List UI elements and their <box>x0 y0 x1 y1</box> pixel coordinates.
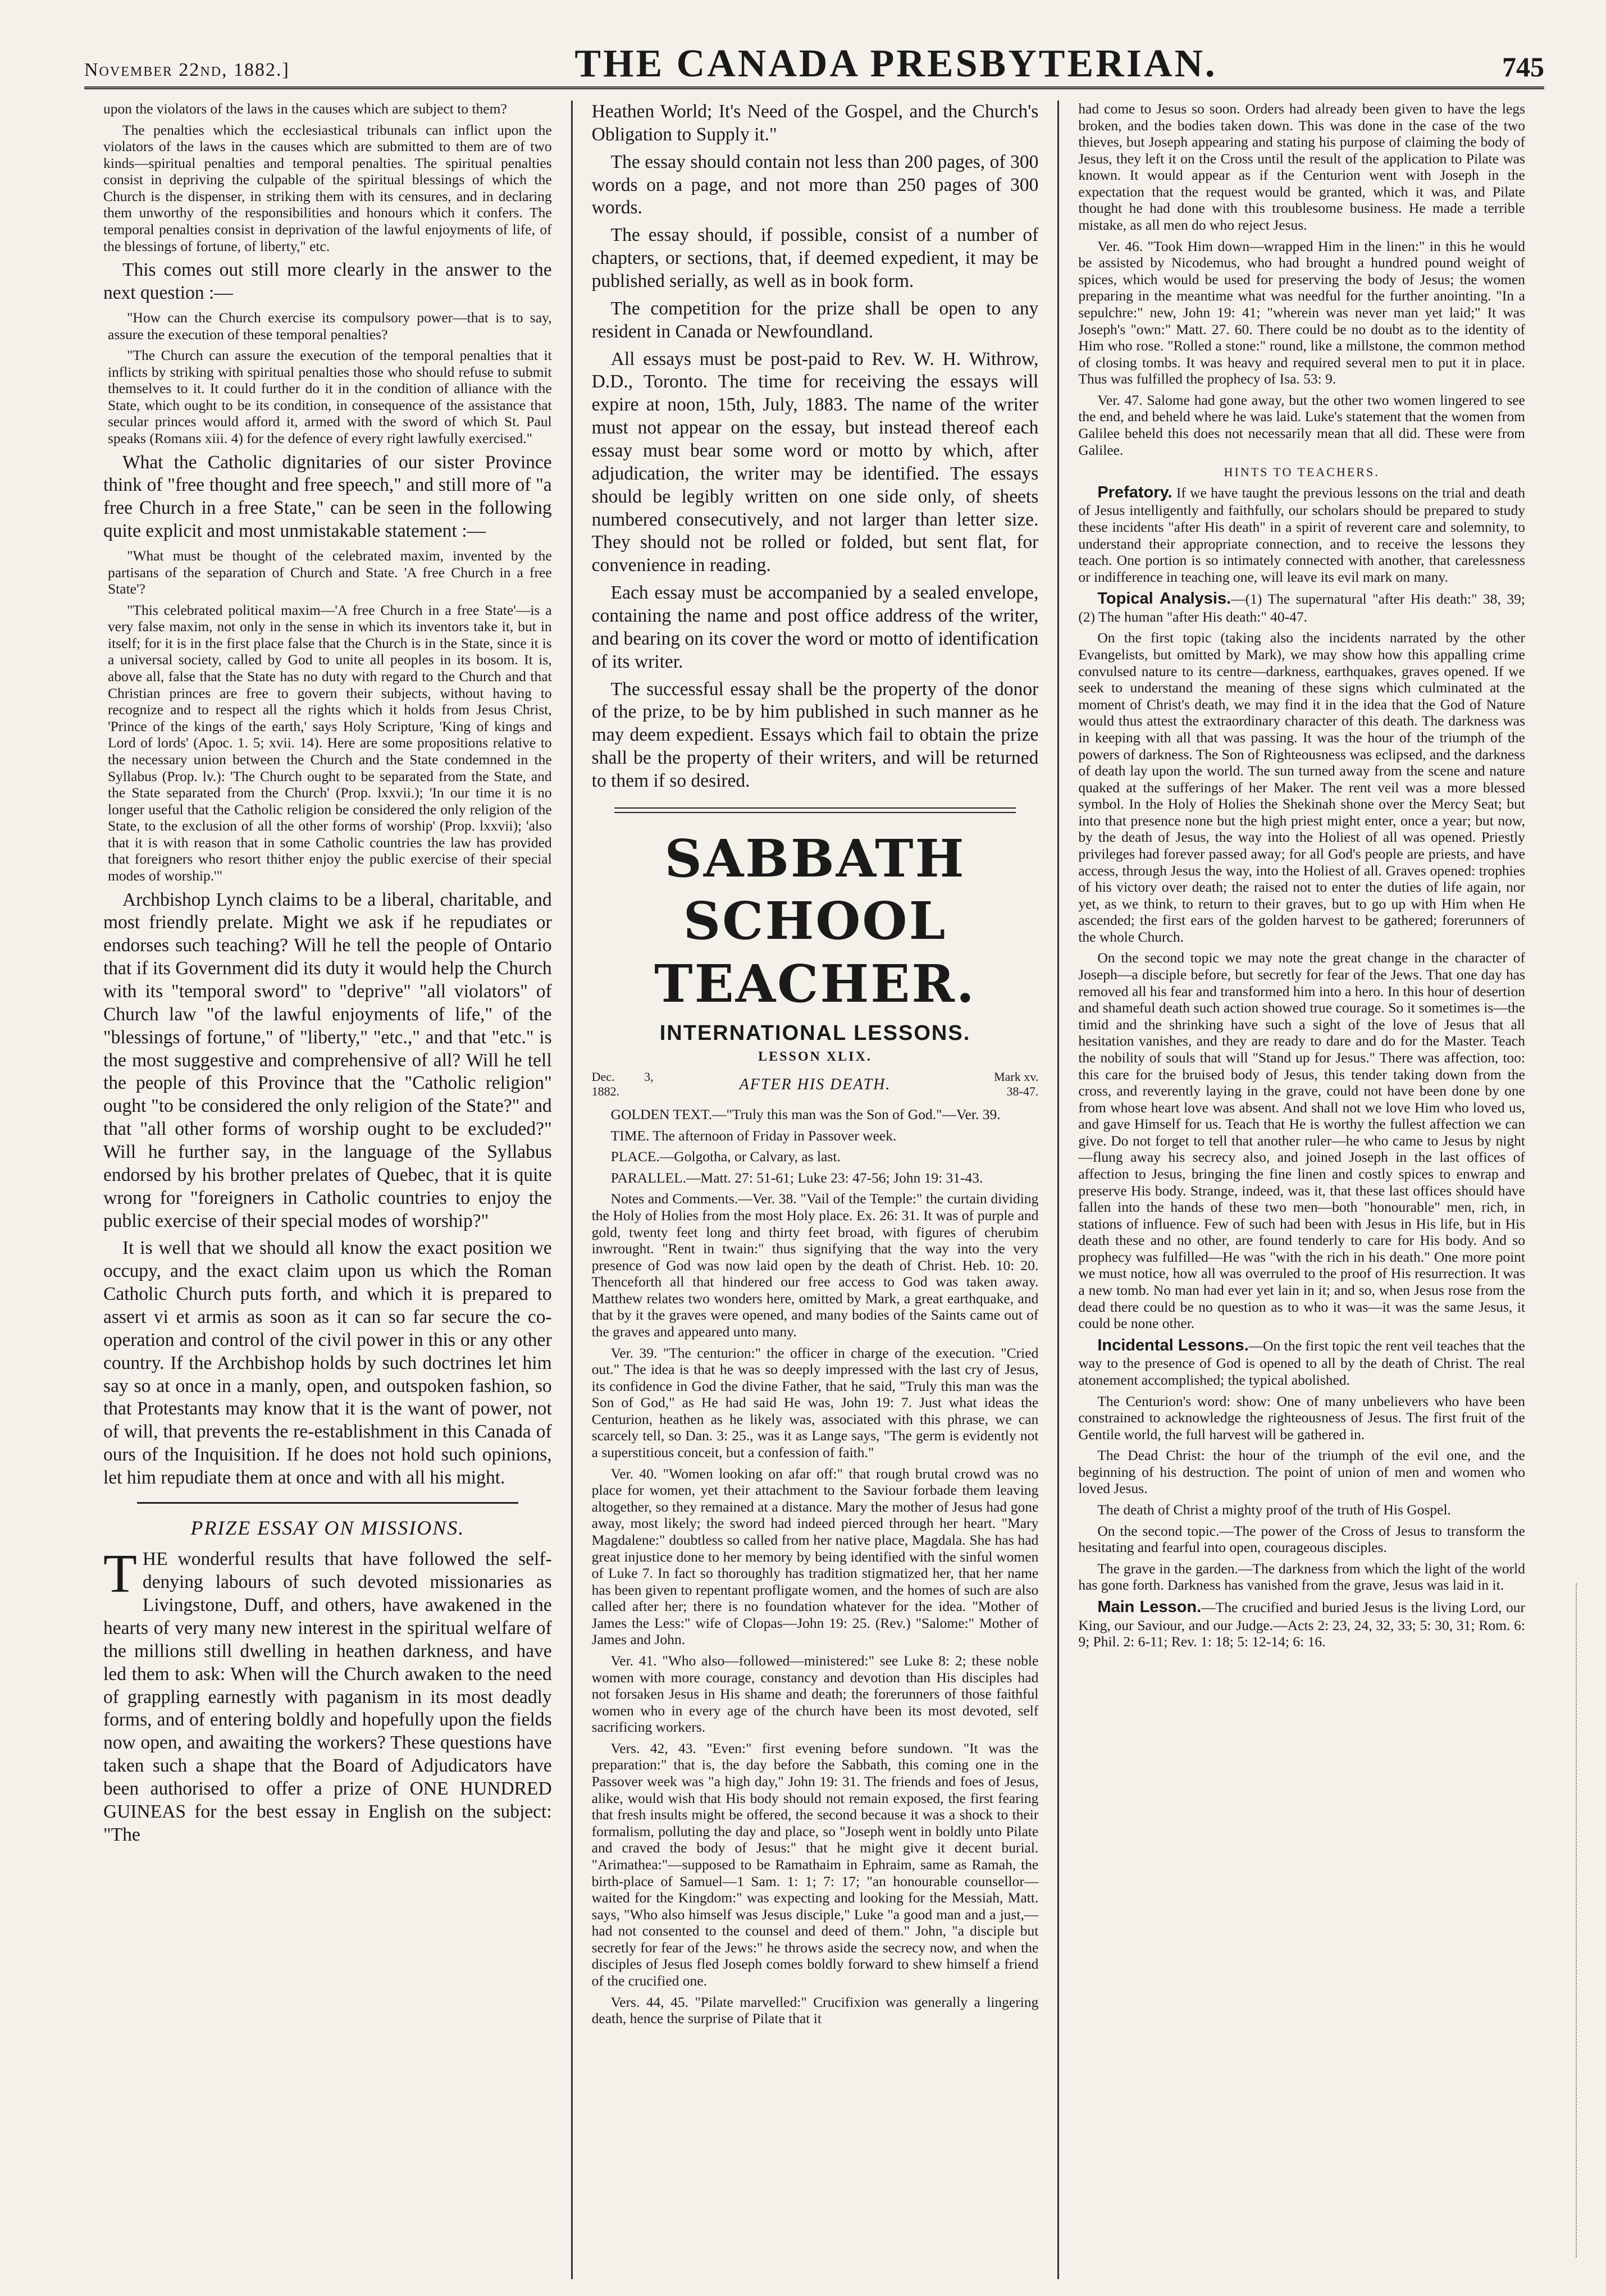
paragraph: All essays must be post-paid to Rev. W. H. Withrow, D.D., Toronto. The time for receiving the essays will expire at noon, 15th, July, 1883. The name of the writer must not appear on the essay, but instead thereof each essay must bear some word or motto by which, after adjudication, the writer may be identified. The essays should be legibly written on one side only, of sheets numbered consecutively, and not larger than letter size. They should not be rolled or folded, but sent flat, for convenience in reading. <box>591 348 1039 576</box>
run-in-heading: Topical Analysis. <box>1097 590 1231 608</box>
lesson-date: Dec. 3, 1882. <box>591 1069 654 1099</box>
lesson-number: LESSON XLIX. <box>758 1049 872 1064</box>
paragraph: On the second topic we may note the great change in the character of Joseph—a disciple before, but secretly for fear of the Jews. That one day has removed all his fear and transformed him into a hero. In this hour of desertion and shameful death such action showed true courage. So it sometimes is—the timid and the shrinking have such a sight of the love of Jesus that all hesitation vanishes, and they are ready to dare and do for the Master. Teach the nobility of souls that will "Stand up for Jesus." There was affection, too: this care for the bruised body of Jesus, this tender taking down from the cross, and reverently laying in the grave, could not have been done by one from whose heart love was absent. And shall not we love Him who loved us, and gave Himself for us. Teach that He is worthy the fullest affection we can give. Do not forget to tell that another ruler—he who came to Jesus by night—flung away his secrecy also, and joined Joseph in the last offices of affection to Jesus, bringing the fine linen and costly spices to enwrap and preserve His body. Strange, indeed, was it, that these last offices should have fallen into the hands of these two men—both "honourable" men, rich, in stations of influence. Few of such had been with Jesus in His life, but in His death these and no other, are found tenderly to care for His body. And so prophecy was fulfilled—He was "with the rich in his death." One more point we must notice, how all was overruled to the proof of His resurrection. It was a new tomb. No man had ever yet lain in it; and so, when Jesus rose from the dead there could be no question as to who it was—it was the same Jesus, it could be none other. <box>1078 950 1525 1332</box>
paragraph: On the second topic.—The power of the Cross of Jesus to transform the hesitating and fearful into open, courageous disciples. <box>1078 1522 1525 1556</box>
binding-edge <box>1576 1583 1587 2257</box>
paragraph: had come to Jesus so soon. Orders had already been given to have the legs broken, and the bodies taken down. This was done in the case of the two thieves, but Joseph appearing and stating his purpose of claiming the body of Jesus, they left it on the Cross until the result of the application to Pilate was known. It would appear as if the Centurion went with Joseph in the expectation that the request would be granted, which it was, and Pilate thought he had done with this troublesome business. He made a terrible mistake, as all men do who reject Jesus. <box>1078 101 1525 234</box>
essay-intro: HE wonderful results that have followed the self-denying labours of such devoted missionaries as Livingstone, Duff, and others, have awakened in the hearts of very many new interest in the spiritual welfare of the millions still dwelling in heathen darkness, and have led them to ask: When will the Church awaken to the need of grappling earnestly with paganism in its most deadly forms, and of entering boldly and hopefully upon the fields now open, and awaiting the workers? These questions have taken such a shape that the Board of Adjudicators have been authorised to offer a prize of ONE HUNDRED GUINEAS for the best essay in English on the subject: "The <box>103 1549 552 1845</box>
column-1 <box>84 101 571 2279</box>
column-2 <box>571 101 1058 2279</box>
run-in-heading: Prefatory. <box>1097 483 1172 501</box>
paragraph: The essay should contain not less than 200 pages, of 300 words on a page, and not more than 250 pages of 300 words. <box>591 151 1039 218</box>
paragraph-text: —On the first topic the rent veil teaches that the way to the presence of God is opened to all by the death of Christ. The real atonement accomplished; the typical abolished. <box>1078 1337 1525 1388</box>
paragraph: It is well that we should all know the exact position we occupy, and the exact claim upon us which the Roman Catholic Church puts forth, and which it is prepared to assert vi et armis as soon as it can so far secure the co-operation and control of the civil power in this or any other country. If the Archbishop holds by such doctrines let him say so at once in a manly, open, and outspoken fashion, so that Protestants may know that it is the want of power, not of will, that prevents the re-establishment in this Canada of ours of the Inquisition. If he does not hold such opinions, let him repudiate them at once and with all his might. <box>103 1238 552 1489</box>
paragraph-text: —(1) The supernatural "after His death:" 38, 39; (2) The human "after His death:" 40-47. <box>1078 591 1525 625</box>
lesson-place: PLACE.—Golgotha, or Calvary, as last. <box>610 1148 841 1165</box>
paragraph-text: —The crucified and buried Jesus is the living Lord, our King, our Saviour, and our Judge.—Acts 2: 23, 24, 32, 33; 5: 30, 31; Rom. 6: 9; Phil. 2: 6-11; Rev. 1: 18; 5: 12-14; 6: 16. <box>1078 1599 1525 1650</box>
scripture-reference: Mark xv. 38-47. <box>994 1069 1039 1099</box>
paragraph: The competition for the prize shall be open to any resident in Canada or Newfoundland. <box>591 298 1039 342</box>
paragraph: This comes out still more clearly in the answer to the next question :— <box>103 259 552 304</box>
lesson-title: AFTER HIS DEATH. <box>739 1075 891 1093</box>
essay-heading: PRIZE ESSAY ON MISSIONS. <box>190 1516 465 1539</box>
paragraph-text: If we have taught the previous lessons on the trial and death of Jesus intelligently and faithfully, our scholars should be prepared to study these incidents "after His death" in a spirit of reverent care and solemnity, to understand their appropriate connection, and to receive the lessons they teach. One portion is so intimately connected with another, that carelessness or indifference in teaching one, will leave its evil mark on many. <box>1078 484 1526 585</box>
section-subheading: INTERNATIONAL LESSONS. <box>659 1021 971 1045</box>
lesson-time: TIME. The afternoon of Friday in Passover week. <box>610 1127 897 1144</box>
column-3 <box>1057 101 1544 2279</box>
paragraph: Each essay must be accompanied by a sealed envelope, containing the name and post office address of the writer, and bearing on its cover the word or motto of identification of its writer. <box>591 582 1039 672</box>
columns <box>84 101 1544 2279</box>
golden-text: GOLDEN TEXT.—"Truly this man was the Son of God."—Ver. 39. <box>610 1106 1001 1123</box>
paragraph: Ver. 41. "Who also—followed—ministered:" see Luke 8: 2; these noble women with more courage, constancy and devotion than His disciples had not forsaken Jesus in His shame and death; the forerunners of those faithful women who in every age of the church have been its most devoted, self sacrificing workers. <box>591 1653 1039 1736</box>
paragraph: What the Catholic dignitaries of our sister Province think of "free thought and free speech," and still more of "a free Church in a free State," can be seen in the following quite explicit and most unmistakable statement :— <box>103 451 552 542</box>
run-in-heading: Incidental Lessons. <box>1097 1336 1249 1354</box>
paragraph: The grave in the garden.—The darkness from which the light of the world has gone forth. Darkness has vanished from the grave, Jesus was laid in it. <box>1078 1560 1525 1594</box>
paragraph <box>1078 1598 1525 1650</box>
paragraph: The Dead Christ: the hour of the triumph of the evil one, and the beginning of his destruction. The point of union of men and women who loved Jesus. <box>1078 1447 1525 1497</box>
paragraph: Ver. 39. "The centurion:" the officer in charge of the execution. "Cried out." The idea is that he was so deeply impressed with the last cry of Jesus, its confidence in God the divine Father, that he said, "Truly this man was the Son of God," as He had said He was, John 19: 7. Just what ideas the Centurion, heathen as he likely was, associated with this phrase, we can scarcely tell, so Dan. 3: 25., was it as Lange says, "The germ is evidently not a superstitious conceit, but a confession of faith." <box>591 1344 1039 1461</box>
divider <box>137 1502 518 1504</box>
newspaper-title: THE CANADA PRESBYTERIAN. <box>574 42 1217 85</box>
paragraph: Vers. 42, 43. "Even:" first evening before sundown. "It was the preparation:" that is, the day before the Sabbath, this coming one in the Passover week was "a high day," John 19: 31. The friends and foes of Jesus, alike, would wish that His body should not remain exposed, the first fearing that fresh insults might be offered, the second because it was a shock to their formalism, polluting the day and place, so "Joseph went in boldly unto Pilate and craved the body of Jesus:" that he might give it decent burial. "Arimathea:"—supposed to be Ramathaim in Ephraim, same as Ramah, the birth-place of Samuel—1 Sam. 1: 1; 7: 17; "an honourable counsellor—waited for the Kingdom:" was expecting and looking for the Messiah, Matt. says, "Who also himself was Jesus disciple," Luke "a good man and a just,—had not consented to the counsel and deed of them." John, "a disciple but secretly for fear of the Jews:" he throws aside the secrecy now, and when the disciples of Jesus fled Joseph comes boldly forward to shew himself a friend of the crucified one. <box>591 1740 1039 1989</box>
paragraph <box>1078 1336 1525 1389</box>
paragraph: Notes and Comments.—Ver. 38. "Vail of the Temple:" the curtain dividing the Holy of Holies from the most Holy place. Ex. 26: 31. It was of purple and gold, twenty feet long and thirty feet broad, with figures of cherubim inwrought. "Rent in twain:" thus signifying that the way into the very presence of God was now laid open by the death of Christ. Heb. 10: 20. Thenceforth all that hindered our free access to God was taken away. Matthew relates two wonders here, omitted by Mark, a great earthquake, and that by it the graves were opened, and many bodies of the Saints came out of the graves and appeared unto many. <box>591 1190 1039 1340</box>
lesson-header <box>592 1070 1039 1099</box>
paragraph <box>1078 483 1525 586</box>
run-in-heading: Main Lesson. <box>1097 1597 1202 1616</box>
paragraph <box>103 1544 552 1846</box>
paragraph: The penalties which the ecclesiastical tribunals can inflict upon the violators of the laws in the causes which are submitted to them are of two kinds—spiritual penalties and temporal penalties. The spiritual penalties consist in depriving the culpable of the spiritual blessings of which the Church is the dispenser, in striking them with its censures, and in declaring them unworthy of the responsibilities and honours which it confers. The temporal penalties consist in deprivation of the lawful enjoyments of life, of the blessings of fortune, of liberty," etc. <box>103 121 552 254</box>
paragraph: The death of Christ a mighty proof of the truth of His Gospel. <box>1097 1501 1451 1518</box>
paragraph: The successful essay shall be the property of the donor of the prize, to be by him published in such manner as he may deem expedient. Essays which fail to obtain the prize shall be the property of their writers, and will be returned to them if so desired. <box>591 678 1039 792</box>
paragraph: Ver. 46. "Took Him down—wrapped Him in the linen:" in this he would be assisted by Nicodemus, who had brought a hundred pound weight of spices, which would be used for preserving the body of Jesus; the women preparing in the meantime what was needful for the further anointing. "In a sepulchre:" new, John 19: 41; "wherein was never man yet laid;" It was Joseph's "own:" Matt. 27. 60. There could be no doubt as to the identity of Him who rose. "Rolled a stone:" round, like a millstone, the common method of closing tombs. It was heavy and required several men to put it in place. Thus was fulfilled the prophecy of Isa. 53: 9. <box>1078 238 1525 387</box>
paragraph: Ver. 47. Salome had gone away, but the other two women lingered to see the end, and beheld where he was laid. Luke's statement that the women from Galilee beheld this does not necessarily mean that all did. These were from Galilee. <box>1078 391 1525 458</box>
drop-cap: T <box>103 1544 137 1605</box>
masthead <box>84 39 1544 89</box>
paragraph: Archbishop Lynch claims to be a liberal, charitable, and most friendly prelate. Might we ask if he repudiates or endorses such teaching? Will he tell the people of Ontario that if its Government did its duty it would help the Church with its "temporal sword" to "deprive" "all violators" of Church law "of the lawful enjoyments of life," of the "blessings of fortune," of "liberty," "etc.," and that "etc." is the most suggestive and comprehensive of all? Will he tell the people of this Province that the "Catholic religion" ought "to be considered the only religion of the State?" and that "all other forms of worship ought to be excluded?" Will he further say, in the language of the Syllabus endorsed by his brother prelates of Quebec, that it is quite wrong for "foreigners in Catholic countries to enjoy the public exercise of their special modes of worship?" <box>103 889 552 1231</box>
quote: "This celebrated political maxim—'A free Church in a free State'—is a very false maxim, not only in the sense in which its inventors take it, but in itself; for it is in the first place false that the Church is in the State, since it is a universal society, called by God to unite all peoples in its bosom. It is, above all, false that the State has no duty with regard to the Church and that Christian princes are free to govern their subjects, without having to recognize and to respect all the rights which it holds from Jesus Christ, 'Prince of the kings of the earth,' says Holy Scripture, 'King of kings and Lord of lords' (Apoc. 1. 5; xvii. 14). Here are some propositions relative to the necessary union between the Church and the State condemned in the Syllabus (Prop. lv.): 'The Church ought to be separated from the State, and the State separated from the Church' (Prop. lxxvii.); 'In our time it is no longer useful that the Catholic religion be considered the only religion of the State, to the exclusion of all the other forms of worship' (Prop. lxxvii); 'also that it is with reason that in some Catholic countries the law has provided that foreigners who resort thither enjoy the public exercise of their special modes of worship.'" <box>108 601 552 884</box>
paragraph: Ver. 40. "Women looking on afar off:" that rough brutal crowd was no place for women, yet their attachment to the Saviour forbade them leaving altogether, so they remained at a distance. Mary the mother of Jesus had gone away, most likely; the sword had indeed pierced through her heart. "Mary Magdalene:" doubtless so called from her native place, Magdala. She has had great injustice done to her memory by being identified with the sinful women of Luke 7. In fact so thoroughly has tradition stigmatized her, that her name has been given to repentant profligate women, and the homes of such are also called after her; there is no foundation whatever for the idea. "Mother of James the Less:" wife of Clopas—John 19: 25. (Rev.) "Salome:" Mother of James and John. <box>591 1465 1039 1648</box>
paragraph: Vers. 44, 45. "Pilate marvelled:" Crucifixion was generally a lingering death, hence the surprise of Pilate that it <box>591 1993 1039 2027</box>
quote: "What must be thought of the celebrated maxim, invented by the partisans of the separation of Church and State. 'A free Church in a free State'? <box>108 547 552 597</box>
quote: "The Church can assure the execution of the temporal penalties that it inflicts by striking with spiritual penalties those who should refuse to submit themselves to it. It could further do it in the condition of alliance with the State, which ought to be its condition, in consequence of the assistance that secular princes would afford it, armed with the sword of which St. Paul speaks (Romans xiii. 4) for the defence of every right lawfully exercised." <box>108 347 552 446</box>
hints-heading: HINTS TO TEACHERS. <box>1224 465 1380 480</box>
paragraph: Heathen World; It's Need of the Gospel, and the Church's Obligation to Supply it." <box>591 101 1039 145</box>
issue-date: November 22nd, 1882.] <box>84 60 290 80</box>
paragraph <box>1078 590 1525 625</box>
paragraph: The Centurion's word: show: One of many unbelievers who have been constrained to acknowledge the righteousness of Jesus. The first fruit of the Gentile world, the full harvest will be gathered in. <box>1078 1393 1525 1443</box>
paragraph: The essay should, if possible, consist of a number of chapters, or sections, that, if deemed expedient, it may be published serially, as well as in book form. <box>591 225 1039 292</box>
quote: "How can the Church exercise its compulsory power—that is to say, assure the execution of these temporal penalties? <box>108 309 552 343</box>
divider <box>614 807 1016 813</box>
paragraph: On the first topic (taking also the incidents narrated by the other Evangelists, but omitted by Mark), we may show how this appalling crime convulsed nature to its centre—darkness, earthquakes, graves opened. If we seek to understand the meaning of these signs which culminated at the moment of Christ's death, we may find it in the idea that the God of Nature would thus attest the extraordinary character of this death. The darkness was in keeping with all that was passing. It was the hour of the triumph of the powers of darkness. The Son of Righteousness was eclipsed, and the darkness of death lay upon the world. The sun turned away from the scene and nature quaked at the sufferings of her Maker. The rent veil was a more blessed symbol. In the Holy of Holies the Shekinah shone over the Mercy Seat; but into that presence none but the high priest might enter, once a year; but now, by the death of Jesus, the way into the Holiest of all was opened. Priestly privileges had forever passed away; for all God's people are priests, and have access, through Jesus the way, into the Holiest of all. Graves opened: trophies of his victory over death; the raised not to enter the duties of life again, nor yet, as we think, to return to their graves, but to go up with Him when He ascended; the first ears of the golden harvest to be gathered; forerunners of the whole Church. <box>1078 629 1525 945</box>
section-banner: SABBATH SCHOOL TEACHER. <box>654 828 976 1014</box>
page-number: 745 <box>1502 51 1544 83</box>
parallel-passages: PARALLEL.—Matt. 27: 51-61; Luke 23: 47-56; John 19: 31-43. <box>610 1169 983 1186</box>
paragraph: upon the violators of the laws in the causes which are subject to them? <box>103 101 507 117</box>
